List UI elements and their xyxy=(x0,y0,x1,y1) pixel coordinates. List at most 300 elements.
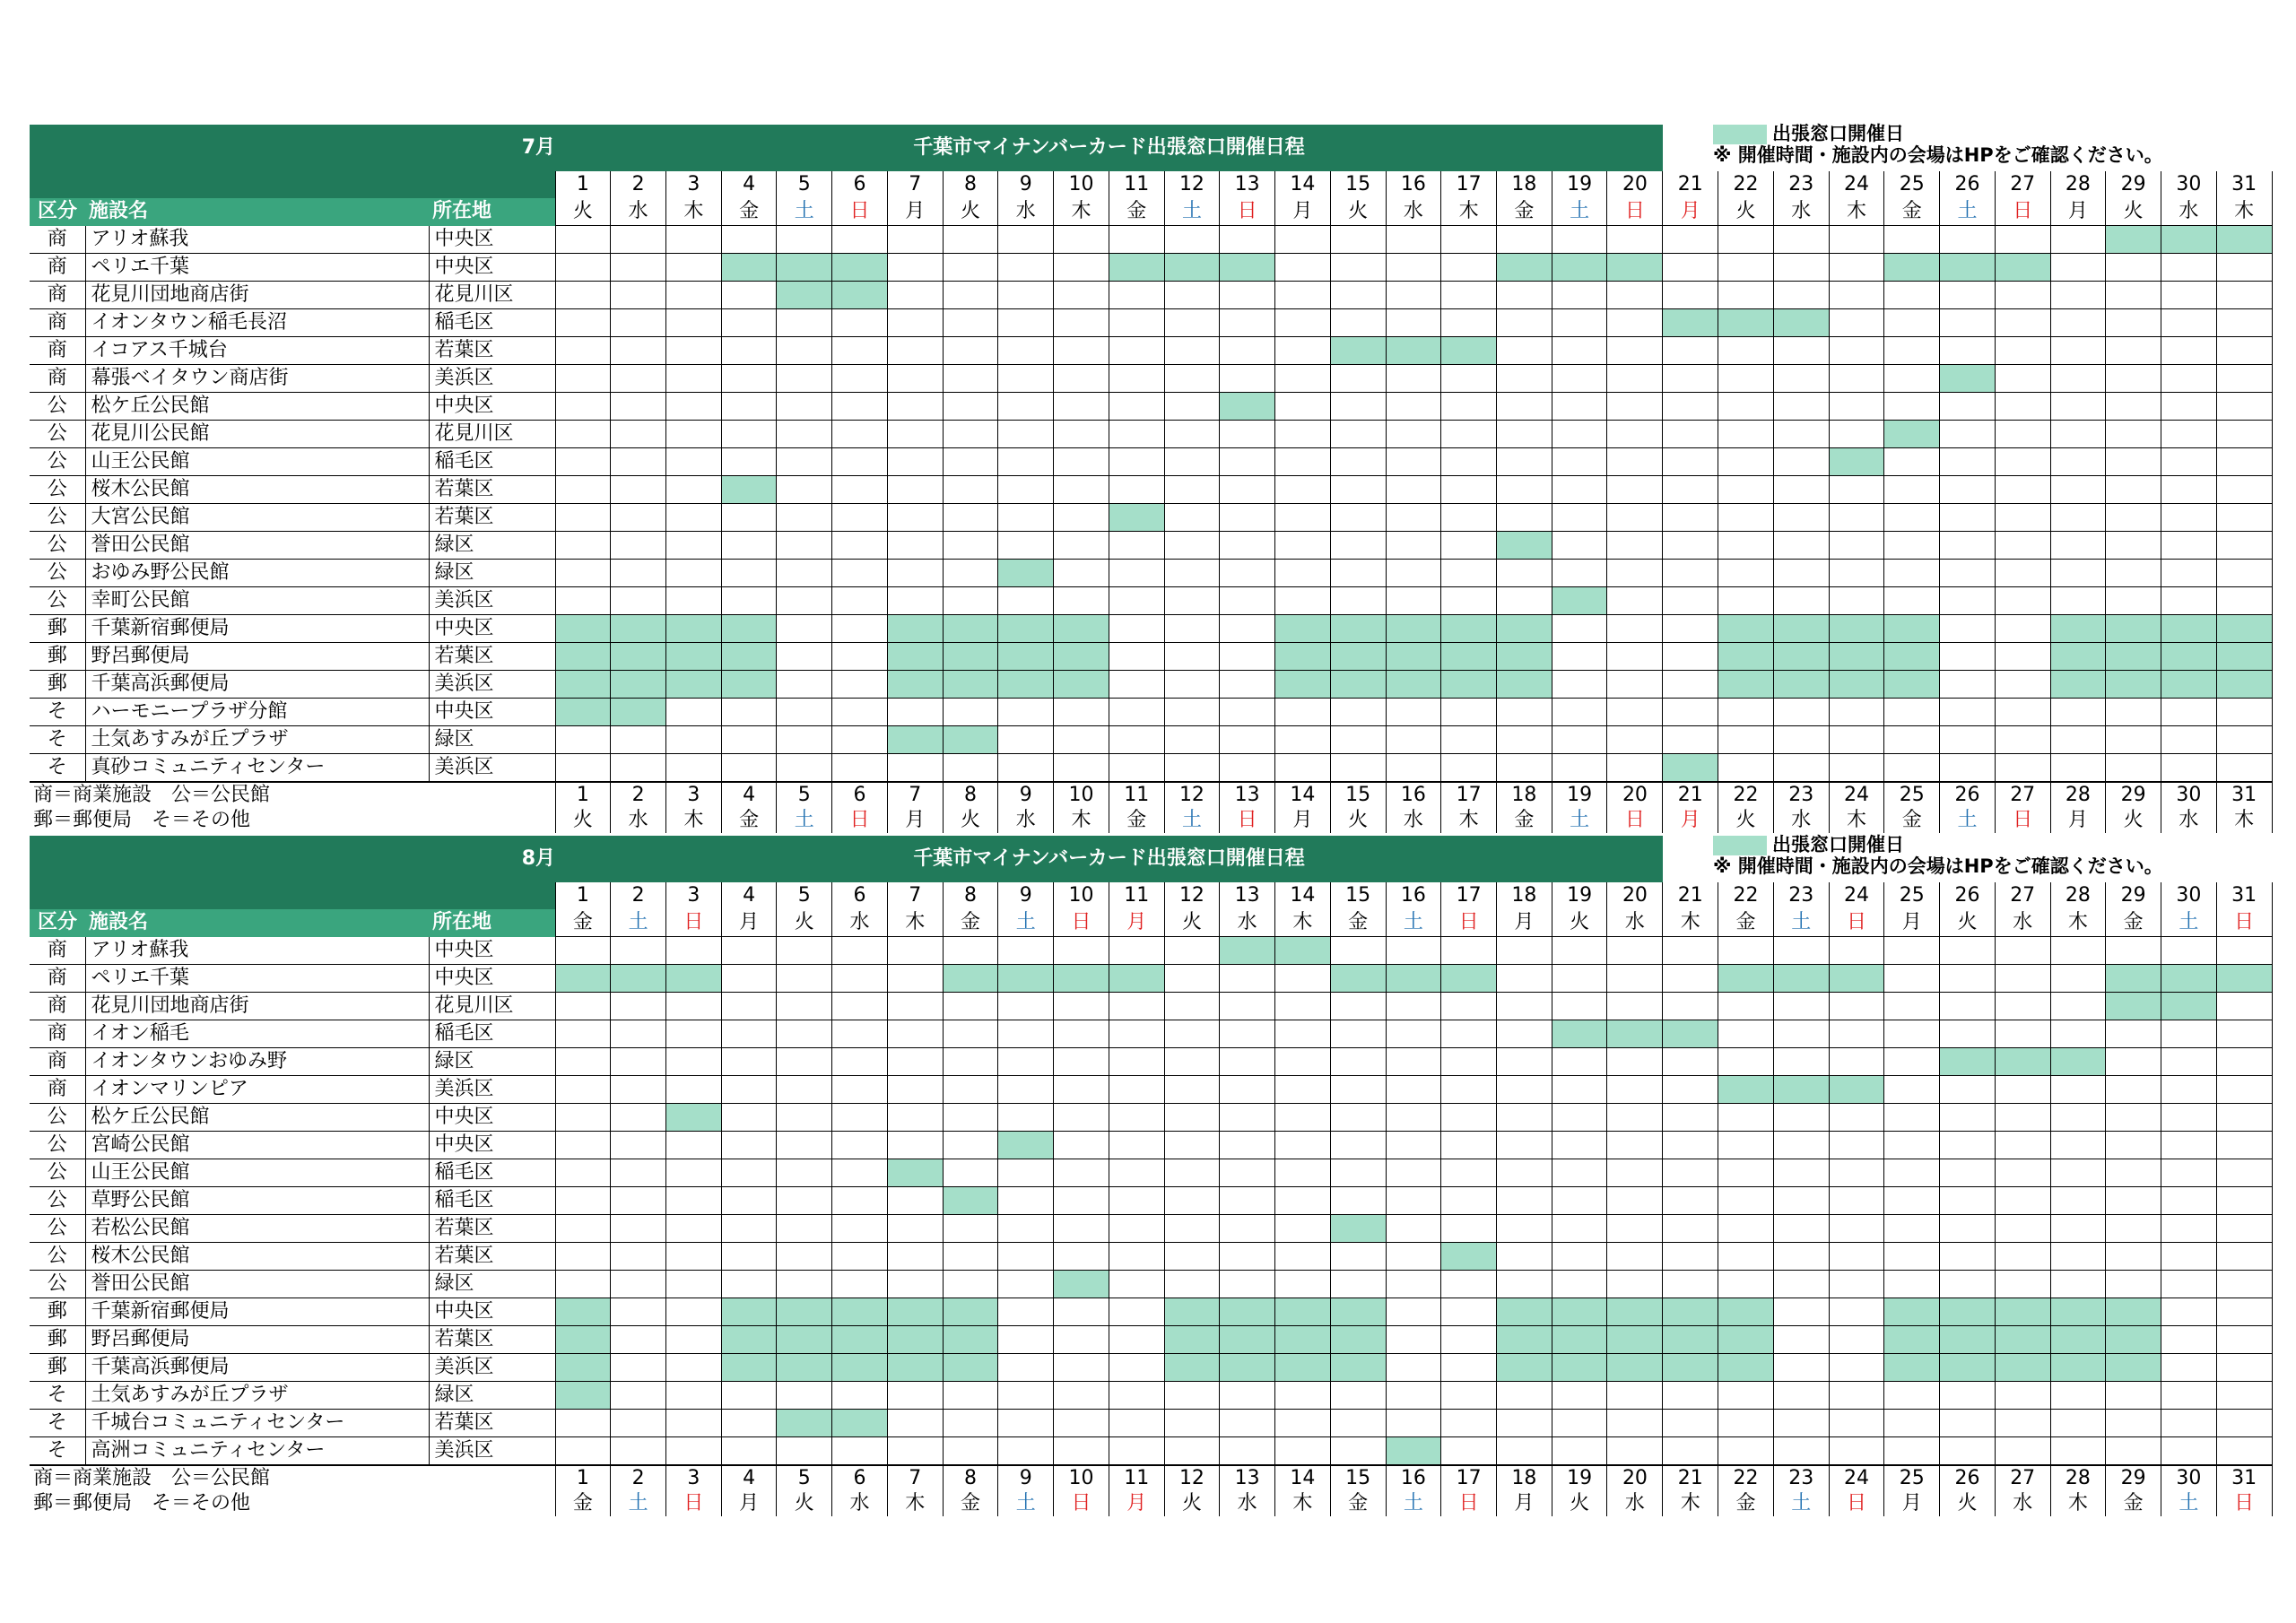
day-cell xyxy=(1829,1187,1884,1215)
weekday: 水 xyxy=(1220,1491,1275,1516)
day-cell xyxy=(2106,365,2161,393)
open-day-cell xyxy=(1607,1020,1663,1048)
day-number: 12 xyxy=(1164,882,1220,909)
day-cell xyxy=(1386,754,1441,783)
day-cell xyxy=(2161,254,2217,282)
day-cell xyxy=(721,1159,777,1187)
day-cell xyxy=(943,1243,998,1271)
day-cell xyxy=(1386,993,1441,1020)
open-day-cell xyxy=(665,965,721,993)
day-cell xyxy=(1275,1104,1331,1132)
day-cell xyxy=(1995,671,2050,699)
day-cell xyxy=(1940,1076,1996,1104)
day-cell xyxy=(665,1271,721,1298)
day-cell xyxy=(998,365,1054,393)
day-number: 11 xyxy=(1109,171,1164,198)
day-number: 8 xyxy=(943,171,998,198)
day-cell xyxy=(2050,993,2106,1020)
day-cell xyxy=(1164,504,1220,532)
open-day-cell xyxy=(2161,226,2217,254)
day-cell xyxy=(1718,726,1774,754)
day-cell xyxy=(1773,1382,1829,1410)
day-cell xyxy=(2106,309,2161,337)
day-cell xyxy=(1552,615,1607,643)
open-day-cell xyxy=(721,643,777,671)
day-cell xyxy=(1995,476,2050,504)
weekday: 日 xyxy=(1829,909,1884,937)
day-cell xyxy=(777,615,832,643)
day-cell xyxy=(665,254,721,282)
day-cell xyxy=(887,421,943,448)
day-cell xyxy=(2106,476,2161,504)
day-cell xyxy=(2216,393,2272,421)
day-cell xyxy=(611,1298,666,1326)
day-cell xyxy=(1995,615,2050,643)
day-cell xyxy=(611,1354,666,1382)
day-cell xyxy=(1220,587,1275,615)
day-cell xyxy=(1386,1215,1441,1243)
day-cell xyxy=(2050,282,2106,309)
day-cell xyxy=(1441,282,1497,309)
day-cell xyxy=(1386,1020,1441,1048)
day-cell xyxy=(1496,1382,1552,1410)
day-cell xyxy=(998,532,1054,560)
day-cell xyxy=(1940,1020,1996,1048)
day-cell xyxy=(555,1104,611,1132)
day-cell xyxy=(2216,448,2272,476)
facility-row xyxy=(30,1271,2272,1298)
day-cell xyxy=(1054,1104,1109,1132)
weekday: 火 xyxy=(1552,1491,1607,1516)
open-day-cell xyxy=(1773,643,1829,671)
day-cell xyxy=(1275,1382,1331,1410)
day-cell xyxy=(611,587,666,615)
day-cell xyxy=(832,560,888,587)
day-cell xyxy=(1940,699,1996,726)
weekday: 土 xyxy=(1386,1491,1441,1516)
day-cell xyxy=(1829,993,1884,1020)
day-cell xyxy=(2050,1410,2106,1437)
day-cell xyxy=(887,337,943,365)
open-day-cell xyxy=(1552,1298,1607,1326)
legend-swatch-label: 出張窓口開催日 xyxy=(1772,123,1904,144)
day-cell xyxy=(1275,476,1331,504)
day-cell xyxy=(1718,1132,1774,1159)
day-cell xyxy=(1496,448,1552,476)
day-cell xyxy=(2050,393,2106,421)
facility-row xyxy=(30,365,2272,393)
weekday: 月 xyxy=(2050,808,2106,833)
day-cell xyxy=(555,1076,611,1104)
day-cell xyxy=(1441,504,1497,532)
day-cell xyxy=(1773,448,1829,476)
day-cell xyxy=(2216,993,2272,1020)
day-cell xyxy=(887,476,943,504)
open-day-cell xyxy=(1718,1354,1774,1382)
day-cell xyxy=(887,226,943,254)
day-cell xyxy=(1884,1437,1940,1466)
weekday: 金 xyxy=(1884,808,1940,833)
day-cell xyxy=(1275,1215,1331,1243)
open-day-cell xyxy=(832,282,888,309)
day-number: 30 xyxy=(2161,1465,2217,1491)
facility-kind: そ xyxy=(30,699,85,726)
weekday: 日 xyxy=(1220,198,1275,226)
day-cell xyxy=(1607,1048,1663,1076)
day-cell xyxy=(887,1243,943,1271)
day-cell xyxy=(1552,1410,1607,1437)
open-day-cell xyxy=(1552,1326,1607,1354)
open-day-cell xyxy=(2216,671,2272,699)
day-cell xyxy=(2161,476,2217,504)
facility-kind: 商 xyxy=(30,254,85,282)
day-cell xyxy=(1718,1382,1774,1410)
day-cell xyxy=(943,476,998,504)
day-cell xyxy=(2050,937,2106,965)
day-cell xyxy=(1441,1271,1497,1298)
day-cell xyxy=(777,337,832,365)
day-cell xyxy=(555,1020,611,1048)
day-number: 22 xyxy=(1718,882,1774,909)
weekday: 水 xyxy=(1995,1491,2050,1516)
day-cell xyxy=(1330,1271,1386,1298)
day-cell xyxy=(2161,587,2217,615)
open-day-cell xyxy=(1884,1354,1940,1382)
day-cell xyxy=(1773,1215,1829,1243)
weekday: 土 xyxy=(777,808,832,833)
day-cell xyxy=(777,699,832,726)
day-cell xyxy=(2050,699,2106,726)
day-cell xyxy=(2161,1298,2217,1326)
day-cell xyxy=(1607,615,1663,643)
day-cell xyxy=(1663,1243,1718,1271)
open-day-cell xyxy=(1220,1354,1275,1382)
day-number: 25 xyxy=(1884,882,1940,909)
open-day-cell xyxy=(1386,1437,1441,1466)
day-number: 31 xyxy=(2216,782,2272,808)
day-cell xyxy=(1054,337,1109,365)
day-cell xyxy=(1330,1410,1386,1437)
day-cell xyxy=(1663,1410,1718,1437)
day-cell xyxy=(1552,393,1607,421)
day-cell xyxy=(1829,254,1884,282)
facility-row xyxy=(30,476,2272,504)
day-cell xyxy=(777,1076,832,1104)
day-cell xyxy=(1330,393,1386,421)
open-day-cell xyxy=(1940,365,1996,393)
day-cell xyxy=(1275,1159,1331,1187)
open-day-cell xyxy=(1940,1354,1996,1382)
day-cell xyxy=(1220,699,1275,726)
day-number: 1 xyxy=(555,171,611,198)
day-cell xyxy=(887,504,943,532)
day-cell xyxy=(1940,1271,1996,1298)
day-cell xyxy=(1829,532,1884,560)
day-cell xyxy=(2216,254,2272,282)
day-cell xyxy=(1663,671,1718,699)
day-cell xyxy=(2106,1020,2161,1048)
open-day-cell xyxy=(1496,671,1552,699)
open-day-cell xyxy=(943,1354,998,1382)
day-number: 25 xyxy=(1884,782,1940,808)
facility-row xyxy=(30,421,2272,448)
day-number: 22 xyxy=(1718,1465,1774,1491)
open-day-cell xyxy=(2050,1354,2106,1382)
open-day-cell xyxy=(555,1298,611,1326)
day-number: 27 xyxy=(1995,882,2050,909)
facility-location: 中央区 xyxy=(429,1298,555,1326)
facility-name: ペリエ千葉 xyxy=(85,965,429,993)
open-day-cell xyxy=(887,671,943,699)
day-cell xyxy=(1496,965,1552,993)
day-cell xyxy=(1275,226,1331,254)
open-day-cell xyxy=(1884,643,1940,671)
day-cell xyxy=(1995,937,2050,965)
day-cell xyxy=(1054,504,1109,532)
open-day-cell xyxy=(1220,1298,1275,1326)
day-number: 30 xyxy=(2161,171,2217,198)
day-cell xyxy=(1109,309,1164,337)
day-cell xyxy=(1054,937,1109,965)
day-cell xyxy=(1773,1410,1829,1437)
day-cell xyxy=(1884,726,1940,754)
day-cell xyxy=(1552,337,1607,365)
day-cell xyxy=(665,1159,721,1187)
day-cell xyxy=(1829,365,1884,393)
day-cell xyxy=(832,1132,888,1159)
day-cell xyxy=(1607,560,1663,587)
open-day-cell xyxy=(1663,1020,1718,1048)
day-cell xyxy=(611,365,666,393)
day-cell xyxy=(1940,754,1996,783)
day-cell xyxy=(2216,1159,2272,1187)
weekday: 月 xyxy=(887,808,943,833)
weekday: 土 xyxy=(1773,909,1829,937)
weekday: 木 xyxy=(2050,1491,2106,1516)
weekday: 金 xyxy=(1496,808,1552,833)
weekday: 日 xyxy=(1607,808,1663,833)
day-cell xyxy=(1663,699,1718,726)
open-day-cell xyxy=(1386,337,1441,365)
day-cell xyxy=(2050,1187,2106,1215)
day-cell xyxy=(777,1243,832,1271)
day-cell xyxy=(2216,1437,2272,1466)
day-cell xyxy=(1940,993,1996,1020)
day-cell xyxy=(1607,643,1663,671)
day-cell xyxy=(1663,337,1718,365)
day-cell xyxy=(1663,615,1718,643)
day-cell xyxy=(721,337,777,365)
day-cell xyxy=(1607,393,1663,421)
day-cell xyxy=(1995,226,2050,254)
day-cell xyxy=(1164,309,1220,337)
day-cell xyxy=(1773,726,1829,754)
day-number: 6 xyxy=(832,171,888,198)
day-cell xyxy=(665,699,721,726)
open-day-cell xyxy=(1884,1326,1940,1354)
day-number: 9 xyxy=(998,1465,1054,1491)
day-cell xyxy=(1330,726,1386,754)
day-number: 7 xyxy=(887,782,943,808)
day-cell xyxy=(1940,726,1996,754)
day-cell xyxy=(2161,726,2217,754)
day-cell xyxy=(1441,1020,1497,1048)
facility-row xyxy=(30,309,2272,337)
day-cell xyxy=(1441,476,1497,504)
day-number: 23 xyxy=(1773,1465,1829,1491)
day-cell xyxy=(1386,504,1441,532)
day-cell xyxy=(2106,532,2161,560)
open-day-cell xyxy=(1496,643,1552,671)
day-cell xyxy=(1220,993,1275,1020)
open-day-cell xyxy=(1995,254,2050,282)
day-number: 5 xyxy=(777,1465,832,1491)
day-cell xyxy=(1109,993,1164,1020)
day-cell xyxy=(611,421,666,448)
day-number: 31 xyxy=(2216,171,2272,198)
day-cell xyxy=(943,993,998,1020)
day-cell xyxy=(1386,1326,1441,1354)
day-cell xyxy=(1109,365,1164,393)
day-cell xyxy=(1552,1132,1607,1159)
day-cell xyxy=(998,1410,1054,1437)
footer-legend-line1: 商＝商業施設 公＝公民館 xyxy=(30,1465,555,1491)
day-cell xyxy=(2106,1048,2161,1076)
facility-row xyxy=(30,393,2272,421)
weekday: 火 xyxy=(1552,909,1607,937)
day-cell xyxy=(1054,1048,1109,1076)
weekday: 金 xyxy=(1330,1491,1386,1516)
day-cell xyxy=(1330,282,1386,309)
facility-row xyxy=(30,1354,2272,1382)
day-number: 21 xyxy=(1663,1465,1718,1491)
open-day-cell xyxy=(2106,1298,2161,1326)
day-cell xyxy=(1220,1215,1275,1243)
day-cell xyxy=(1995,754,2050,783)
open-day-cell xyxy=(998,560,1054,587)
day-cell xyxy=(1054,1187,1109,1215)
day-cell xyxy=(832,643,888,671)
day-cell xyxy=(2050,754,2106,783)
day-cell xyxy=(1773,421,1829,448)
facility-name: 松ケ丘公民館 xyxy=(85,1104,429,1132)
day-number: 26 xyxy=(1940,882,1996,909)
weekday: 水 xyxy=(1773,808,1829,833)
day-cell xyxy=(721,1382,777,1410)
day-cell xyxy=(777,309,832,337)
weekday: 火 xyxy=(943,808,998,833)
day-cell xyxy=(2216,1020,2272,1048)
day-cell xyxy=(1054,1159,1109,1187)
day-cell xyxy=(1275,1243,1331,1271)
day-cell xyxy=(1275,1132,1331,1159)
day-cell xyxy=(1386,699,1441,726)
day-cell xyxy=(2216,337,2272,365)
facility-row xyxy=(30,699,2272,726)
day-number: 22 xyxy=(1718,782,1774,808)
day-number: 15 xyxy=(1330,882,1386,909)
day-cell xyxy=(1773,365,1829,393)
day-cell xyxy=(721,560,777,587)
weekday: 木 xyxy=(1054,198,1109,226)
day-cell xyxy=(1829,937,1884,965)
day-number: 27 xyxy=(1995,782,2050,808)
day-cell xyxy=(1552,532,1607,560)
day-cell xyxy=(1829,476,1884,504)
day-cell xyxy=(832,532,888,560)
day-cell xyxy=(1884,504,1940,532)
weekday: 土 xyxy=(1552,808,1607,833)
day-number: 20 xyxy=(1607,171,1663,198)
day-cell xyxy=(1386,937,1441,965)
day-cell xyxy=(1386,1354,1441,1382)
facility-kind: 公 xyxy=(30,1271,85,1298)
day-cell xyxy=(1552,1159,1607,1187)
day-cell xyxy=(1995,1382,2050,1410)
day-cell xyxy=(832,1159,888,1187)
weekday: 月 xyxy=(1109,909,1164,937)
day-cell xyxy=(1441,1159,1497,1187)
day-cell xyxy=(887,1104,943,1132)
day-cell xyxy=(2050,421,2106,448)
day-cell xyxy=(2216,532,2272,560)
day-cell xyxy=(832,1382,888,1410)
facility-location: 稲毛区 xyxy=(429,448,555,476)
day-cell xyxy=(777,393,832,421)
day-cell xyxy=(1773,1326,1829,1354)
weekday: 木 xyxy=(2216,198,2272,226)
day-cell xyxy=(1718,393,1774,421)
day-cell xyxy=(1330,1187,1386,1215)
day-cell xyxy=(1718,754,1774,783)
facility-kind: そ xyxy=(30,726,85,754)
day-cell xyxy=(1607,671,1663,699)
day-cell xyxy=(1164,615,1220,643)
open-day-cell xyxy=(1607,1354,1663,1382)
day-cell xyxy=(1829,1354,1884,1382)
day-cell xyxy=(555,937,611,965)
day-cell xyxy=(1884,587,1940,615)
open-day-cell xyxy=(832,1410,888,1437)
legend-note: ※ 開催時間・施設内の会場はHPをご確認ください。 xyxy=(1713,144,2163,166)
day-cell xyxy=(2161,1104,2217,1132)
facility-row xyxy=(30,671,2272,699)
weekday: 木 xyxy=(2216,808,2272,833)
weekday: 日 xyxy=(1054,909,1109,937)
day-cell xyxy=(1995,560,2050,587)
facility-row xyxy=(30,1298,2272,1326)
day-cell xyxy=(2106,1243,2161,1271)
facility-row xyxy=(30,1326,2272,1354)
day-cell xyxy=(1718,504,1774,532)
day-cell xyxy=(1275,1410,1331,1437)
open-day-cell xyxy=(1718,615,1774,643)
day-cell xyxy=(1552,1243,1607,1271)
open-day-cell xyxy=(555,699,611,726)
day-cell xyxy=(1164,393,1220,421)
open-day-cell xyxy=(1330,671,1386,699)
day-cell xyxy=(2216,1271,2272,1298)
day-cell xyxy=(721,1410,777,1437)
day-cell xyxy=(1607,532,1663,560)
day-cell xyxy=(1330,504,1386,532)
open-day-cell xyxy=(1884,1298,1940,1326)
day-cell xyxy=(1441,1215,1497,1243)
facility-kind: 公 xyxy=(30,532,85,560)
day-cell xyxy=(1940,671,1996,699)
day-cell xyxy=(943,754,998,783)
open-day-cell xyxy=(2161,965,2217,993)
